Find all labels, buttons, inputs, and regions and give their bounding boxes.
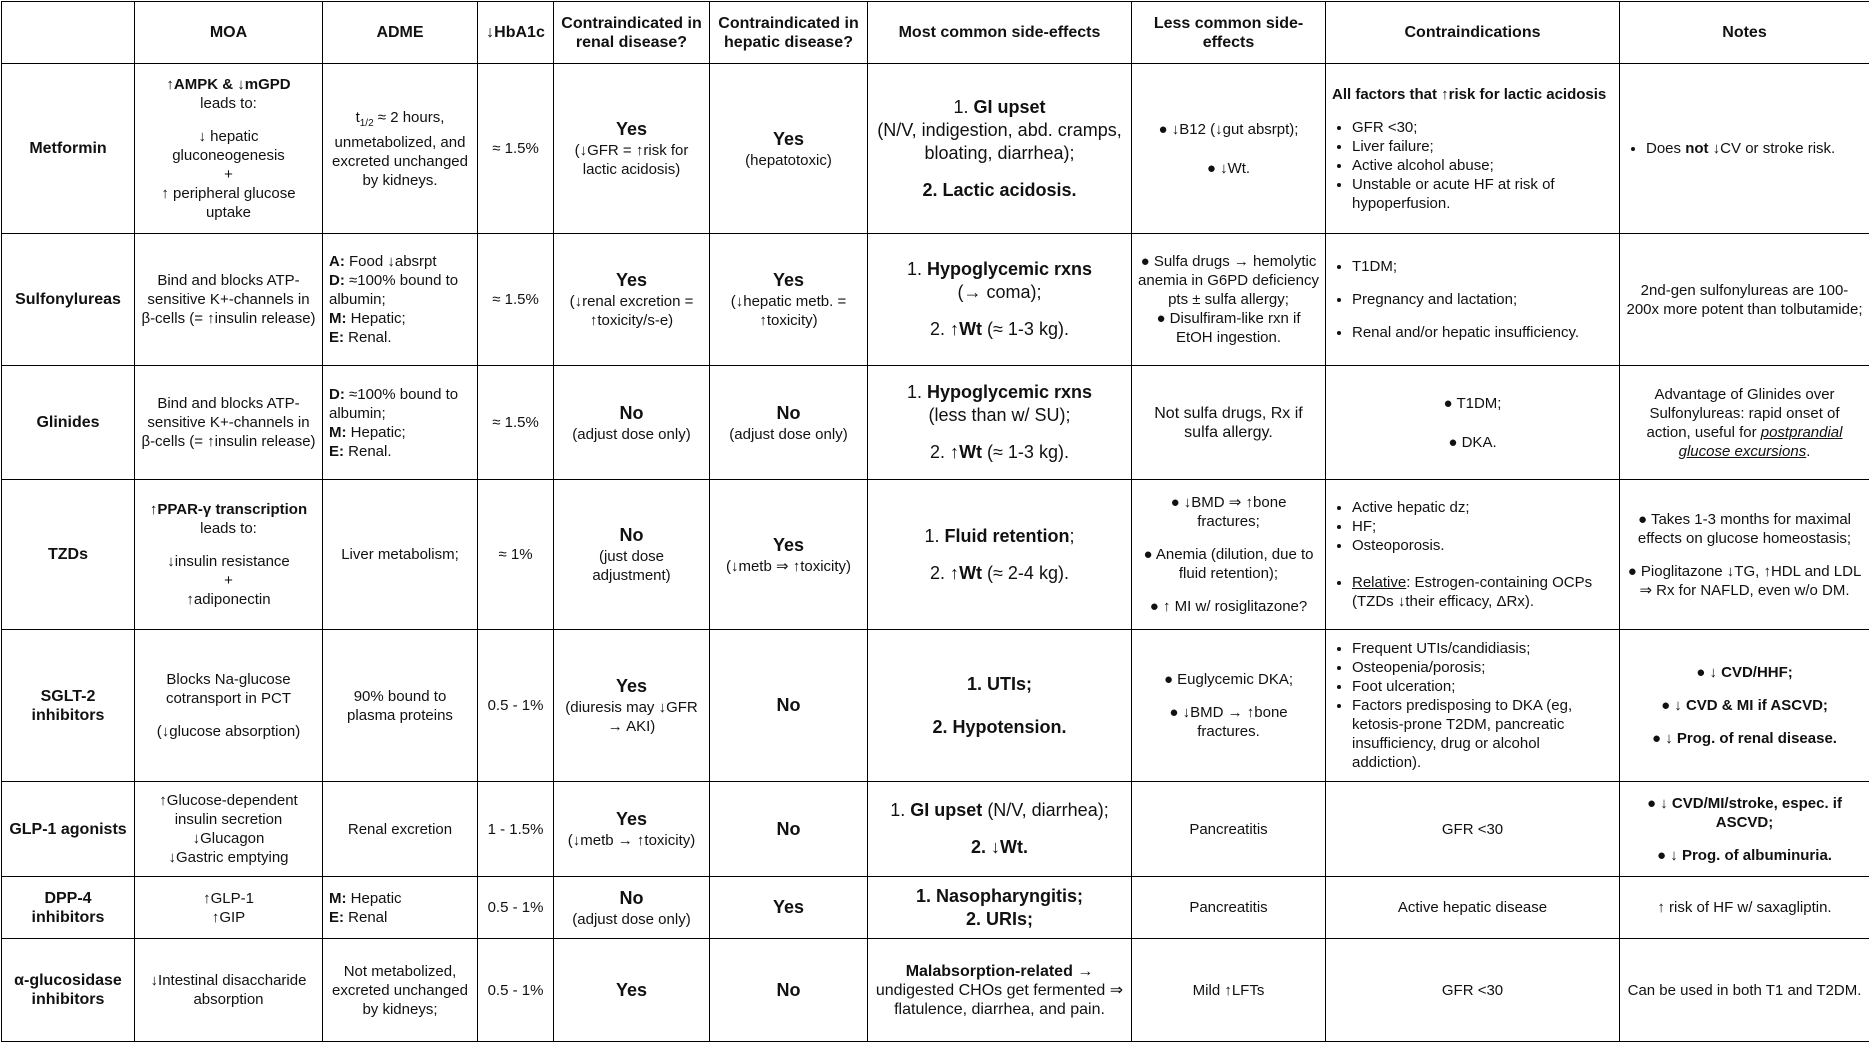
hepatic-cell: Yes (↓hepatic metb. = ↑toxicity) [710,234,868,366]
table-row [2,782,1869,877]
less-common-se-cell: Mild ↑LFTs [1132,939,1326,1042]
moa-cell [135,64,323,234]
contraindications-cell: GFR <30 [1326,939,1620,1042]
hba1c-cell: 0.5 - 1% [478,630,554,782]
common-se-cell: 1. UTIs; 2. Hypotension. [868,630,1132,782]
moa-line: ↓ hepatic gluconeogenesis [141,127,316,165]
adme-cell: D: ≈100% bound to albumin; M: Hepatic; E: Renal. [323,366,478,480]
contraindications-cell: GFR <30 [1326,782,1620,877]
hba1c-cell: 0.5 - 1% [478,939,554,1042]
adme-cell: Not metabolized, excreted unchanged by kidneys; [323,939,478,1042]
header-hepatic: Contraindicated in hepatic disease? [710,2,868,64]
common-se-cell: 1. Hypoglycemic rxns (less than w/ SU); 2. ↑Wt (≈ 1-3 kg). [868,366,1132,480]
table-row [2,480,1869,630]
hepatic-cell: Yes (hepatotoxic) [710,64,868,234]
table-row [2,366,1869,480]
drug-name: Metformin [2,64,135,234]
header-moa: MOA [135,2,323,64]
common-se-cell: 1. GI upset (N/V, indigestion, abd. cramps, bloating, diarrhea); 2. Lactic acidosis. [868,64,1132,234]
table-row [2,877,1869,939]
table-row [2,234,1869,366]
moa-cell: ↓Intestinal disaccharide absorption [135,939,323,1042]
notes-cell: Advantage of Glinides over Sulfonylureas: rapid onset of action, useful for postprandial glucose excursions. [1620,366,1869,480]
common-se-cell: 1. Hypoglycemic rxns (→ coma); 2. ↑Wt (≈ 1-3 kg). [868,234,1132,366]
moa-cell: Bind and blocks ATP-sensitive K+-channels in β-cells (= ↑insulin release) [135,366,323,480]
notes-cell: ↑ risk of HF w/ saxagliptin. [1620,877,1869,939]
less-common-se-cell: ● Euglycemic DKA; ● ↓BMD → ↑bone fractures. [1132,630,1326,782]
renal-cell: No (adjust dose only) [554,877,710,939]
header-adme: ADME [323,2,478,64]
contraindications-cell: • Frequent UTIs/candidiasis; • Osteopenia/porosis; • Foot ulceration; • Factors predisposing to DKA (eg, ketosis-prone T2DM, pancreatic insufficiency, drug or alcohol addiction). [1326,630,1620,782]
common-se-cell: Malabsorption-related → undigested CHOs get fermented ⇒ flatulence, diarrhea, and pain. [868,939,1132,1042]
contraindications-cell: • T1DM; • Pregnancy and lactation; • Renal and/or hepatic insufficiency. [1326,234,1620,366]
table-row [2,64,1869,234]
renal-cell: No (just dose adjustment) [554,480,710,630]
header-common-se: Most common side-effects [868,2,1132,64]
contraindications-cell: All factors that ↑risk for lactic acidosis • GFR <30; • Liver failure; • Active alcohol abuse; • Unstable or acute HF at risk of hypoperfusion. [1326,64,1620,234]
moa-line: ↑AMPK & ↓mGPD [141,75,316,94]
moa-cell: ↑GLP-1 ↑GIP [135,877,323,939]
hba1c-cell: ≈ 1% [478,480,554,630]
notes-cell: ● Takes 1-3 months for maximal effects on glucose homeostasis; ● Pioglitazone ↓TG, ↑HDL and LDL ⇒ Rx for NAFLD, even w/o DM. [1620,480,1869,630]
header-blank [2,2,135,64]
drug-name: DPP-4 inhibitors [2,877,135,939]
hepatic-cell: No [710,939,868,1042]
drug-name: α-glucosidase inhibitors [2,939,135,1042]
header-hba1c: ↓HbA1c [478,2,554,64]
renal-cell: No (adjust dose only) [554,366,710,480]
header-less-common-se: Less common side-effects [1132,2,1326,64]
moa-line: ↑ peripheral glucose uptake [141,184,316,222]
hepatic-cell: No [710,782,868,877]
common-se-cell: 1. GI upset (N/V, diarrhea); 2. ↓Wt. [868,782,1132,877]
hepatic-cell: Yes [710,877,868,939]
notes-cell: 2nd-gen sulfonylureas are 100-200x more potent than tolbutamide; [1620,234,1869,366]
adme-cell: $t_{1/2} \approx 2$ hours, unmetabolized, and excreted unchanged by kidneys. [323,64,478,234]
notes-cell: Can be used in both T1 and T2DM. [1620,939,1869,1042]
header-renal: Contraindicated in renal disease? [554,2,710,64]
less-common-se-cell: Pancreatitis [1132,877,1326,939]
less-common-se-cell: ● ↓BMD ⇒ ↑bone fractures; ● Anemia (dilution, due to fluid retention); ● ↑ MI w/ rosiglitazone? [1132,480,1326,630]
header-notes: Notes [1620,2,1869,64]
drug-name: Glinides [2,366,135,480]
table-row [2,939,1869,1042]
drug-name: GLP-1 agonists [2,782,135,877]
renal-cell: Yes (diuresis may ↓GFR → AKI) [554,630,710,782]
contraindications-cell: ● T1DM; ● DKA. [1326,366,1620,480]
moa-cell: ↑Glucose-dependent insulin secretion ↓Glucagon ↓Gastric emptying [135,782,323,877]
notes-cell: ● ↓ CVD/HHF; ● ↓ CVD & MI if ASCVD; ● ↓ Prog. of renal disease. [1620,630,1869,782]
renal-cell: Yes (↓GFR = ↑risk for lactic acidosis) [554,64,710,234]
less-common-se-cell: Pancreatitis [1132,782,1326,877]
hba1c-cell: ≈ 1.5% [478,64,554,234]
hba1c-cell: 0.5 - 1% [478,877,554,939]
moa-line: leads to: [141,94,316,113]
adme-cell: A: Food ↓absrpt D: ≈100% bound to albumin; M: Hepatic; E: Renal. [323,234,478,366]
renal-cell: Yes (↓metb → ↑toxicity) [554,782,710,877]
header-contraindications: Contraindications [1326,2,1620,64]
common-se-cell: 1. Fluid retention; 2. ↑Wt (≈ 2-4 kg). [868,480,1132,630]
adme-cell: Liver metabolism; [323,480,478,630]
adme-cell: Renal excretion [323,782,478,877]
hepatic-cell: No [710,630,868,782]
common-se-cell: 1. Nasopharyngitis; 2. URIs; [868,877,1132,939]
adme-cell: 90% bound to plasma proteins [323,630,478,782]
hepatic-cell: Yes (↓metb ⇒ ↑toxicity) [710,480,868,630]
hba1c-cell: ≈ 1.5% [478,366,554,480]
adme-cell: M: Hepatic E: Renal [323,877,478,939]
drug-name: TZDs [2,480,135,630]
moa-cell: Bind and blocks ATP-sensitive K+-channels in β-cells (= ↑insulin release) [135,234,323,366]
renal-cell: Yes (↓renal excretion = ↑toxicity/s-e) [554,234,710,366]
moa-cell: Blocks Na-glucose cotransport in PCT (↓glucose absorption) [135,630,323,782]
drug-name: Sulfonylureas [2,234,135,366]
contraindications-cell: Active hepatic disease [1326,877,1620,939]
renal-cell: Yes [554,939,710,1042]
less-common-se-cell: ● Sulfa drugs → hemolytic anemia in G6PD deficiency pts ± sulfa allergy; ● Disulfiram-like rxn if EtOH ingestion. [1132,234,1326,366]
table-row [2,630,1869,782]
hepatic-cell: No (adjust dose only) [710,366,868,480]
hba1c-cell: 1 - 1.5% [478,782,554,877]
drug-name: SGLT-2 inhibitors [2,630,135,782]
less-common-se-cell: Not sulfa drugs, Rx if sulfa allergy. [1132,366,1326,480]
contraindications-cell: • Active hepatic dz; • HF; • Osteoporosis. • Relative: Estrogen-containing OCPs (TZDs ↓their efficacy, ΔRx). [1326,480,1620,630]
less-common-se-cell: ● ↓B12 (↓gut absrpt); ● ↓Wt. [1132,64,1326,234]
diabetes-drugs-table [1,1,1869,1042]
moa-cell: ↑PPAR-γ transcription leads to: ↓insulin resistance + ↑adiponectin [135,480,323,630]
moa-line: + [141,165,316,184]
notes-cell: ● ↓ CVD/MI/stroke, espec. if ASCVD; ● ↓ Prog. of albuminuria. [1620,782,1869,877]
header-row [2,2,1869,64]
hba1c-cell: ≈ 1.5% [478,234,554,366]
notes-cell: • Does not ↓CV or stroke risk. [1620,64,1869,234]
